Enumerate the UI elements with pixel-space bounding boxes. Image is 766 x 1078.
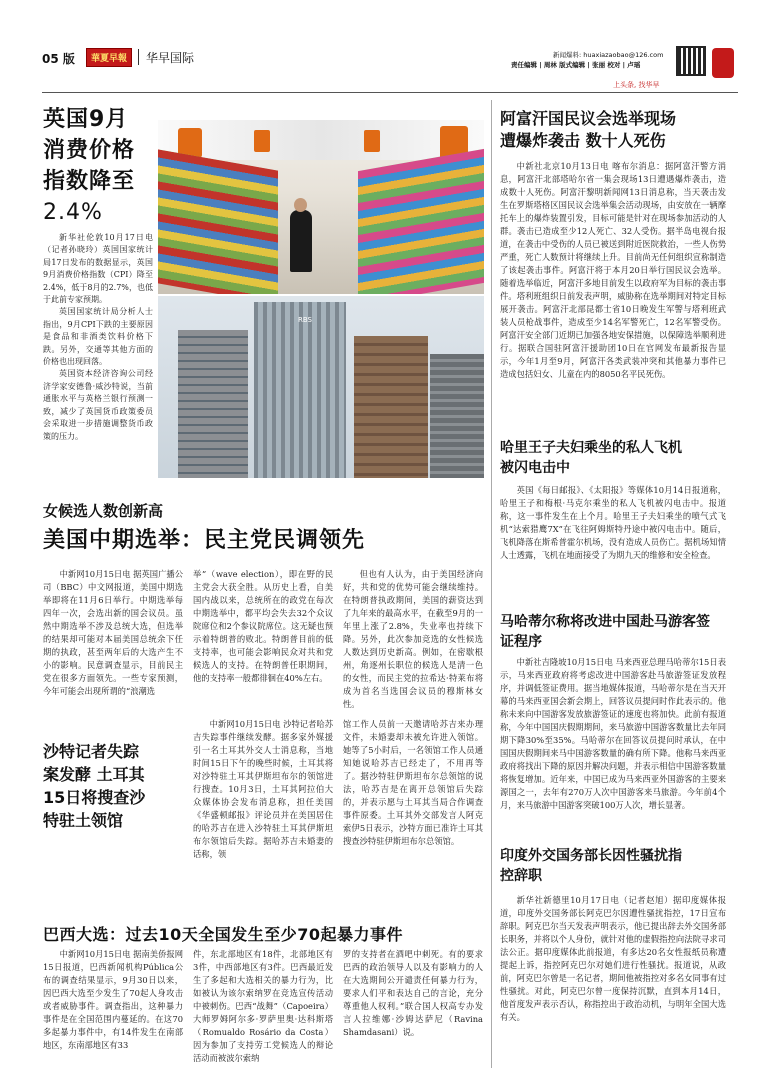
slogan: 上头条, 找华早 (613, 81, 660, 89)
malaysia-headline-line: 证程序 (500, 634, 542, 650)
india-body: 新华社新德里10月17日电（记者赵旭）据印度媒体报道，印度外交国务部长阿克巴尔因遭性骚扰指控，17日宣布辞职。阿克巴尔当天发表声明表示，他已提出辞去外交国务部长职务，并将以个人身份，就针对他的虚假指控向法院寻求司法公正。据印度媒体此前报道，有多达20名女性报纸员称遭提起上诉，指控阿克巴尔对她们进行性骚扰。报道说，从政前，阿克巴尔曾是一名记者，期间他被指控对多名女同事有过性骚扰。对此，阿克巴尔曾一度保持沉默，直到本月14日，他首度发声表示否认，称指控出于政治动机，与明年全国大选有关。 (500, 895, 726, 1022)
cpi-headline-line: 指数降至 (43, 169, 136, 194)
khashoggi-headline-line: 特驻土领馆 (43, 811, 124, 830)
column-divider (491, 100, 492, 1068)
afghan-headline-line: 遭爆炸袭击 数十人死伤 (500, 131, 666, 150)
harry-headline-line: 哈里王子夫妇乘坐的私人飞机 (500, 440, 682, 456)
harry-body: 英国《每日邮报》、《太阳报》等媒体10月14日报道称，哈里王子和梅根·马克尔乘坐的私人飞机被闪电击中。报道称，这一事件发生在上个月。哈里王子夫妇乘坐的喷气式飞机“达索猎鹰7X”在飞往阿姆斯特丹途中被闪电击中。随后，飞机降落在斯希普霍尔机场，没有造成人员伤亡。据机场知情人士透露，飞机在地面接受了为期九天的维修和安全检查。 (500, 485, 726, 560)
harry-headline-line: 被闪电击中 (500, 460, 570, 476)
cpi-headline-number: 2.4% (43, 200, 103, 225)
malaysia-headline-line: 马哈蒂尔称将改进中国赴马游客签 (500, 614, 710, 630)
india-headline-line: 控辞职 (500, 868, 542, 884)
cpi-body (43, 232, 153, 443)
cpi-headline-line: 英国9月 (43, 107, 129, 132)
khashoggi-headline (43, 740, 193, 832)
midterm-headline: 美国中期选举：民主党民调领先 (43, 528, 366, 553)
khashoggi-headline-line: 案发酵 土耳其 (43, 765, 145, 784)
malaysia-body: 中新社吉隆坡10月15日电 马来西亚总理马哈蒂尔15日表示，马来西亚政府将考虑改进中国游客赴马旅游签证发放程序，并调低签证费用。据当地媒体报道，马哈蒂尔是在当天开幕的马来西亚国会新会期上，回答议员提问时作此表示的。他称未来向中国游客发放旅游签证的速度也将加快。此前有报道称，今年中国国庆假期期间，来马旅游中国游客数量比去年同期下降30%至35%。马哈蒂尔在回答议员提问时承认，在中国国庆假期间来马中国游客数量的确有所下降。他称马来西亚政府将找出下降的原因并解决问题，并表示相信中国游客数量将恢复增加。近年来，中国已成为马来西亚外国游客的主要来源国之一，去年有270万人次中国游客来马旅游。今年前4个月，来马旅游中国游客突破100万人次，增长显著。 (500, 657, 726, 810)
cpi-paragraph: 新华社伦敦10月17日电（记者孙晓玲）英国国家统计局17日发布的数据显示，英国9月消费价格指数（CPI）降至2.4%，低于8月的2.7%，也低于此前专家预期。 (43, 233, 153, 305)
afghan-headline-line: 阿富汗国民议会选举现场 (500, 109, 677, 128)
supermarket-photo (158, 120, 484, 294)
malaysia-headline (500, 612, 740, 652)
midterm-kicker: 女候选人数创新高 (43, 502, 164, 520)
page-number: 05 版 (42, 52, 75, 66)
mascot-icon (712, 48, 734, 78)
cpi-paragraph: 英国资本经济咨询公司经济学家安德鲁·威沙特说，当前通胀水平与英格兰银行预测一致，减少了英国货币政策委员会采取进一步措施调整货币政策的压力。 (43, 369, 153, 441)
section-divider (138, 49, 139, 65)
midterm-col1: 中新网10月15日电 据英国广播公司（BBC）中文网报道，美国中期选举即将在11月6日举行。中期选举每四年一次，会选出新的国会议员。虽然中期选举不涉及总统大选，但选举的结果却可能对本届美国总统余下任期的执政，甚至两年后的大选产生不小的影响。民意调查显示，目前民主党在很多方面领先。一些专家预测，今年可能会出现所谓的“浪潮选 (43, 569, 183, 696)
cpi-paragraph: 英国国家统计局分析人士指出，9月CPI下跌的主要原因是食品和非酒类饮料价格下跌。另外，交通等其他方面的价格也出现回落。 (43, 307, 153, 367)
khashoggi-col1: 中新网10月15日电 沙特记者哈苏吉失踪事件继续发酵。据多家外媒援引一名土耳其外交人士消息称，当地时间15日下午的晚些时候，土耳其将对沙特驻土耳其伊斯坦布尔的领馆进行搜查。10月3日，土耳其阿拉伯大众媒体协会发布消息称，担任美国《华盛顿邮报》评论员并在美国居住的哈苏吉在进入沙特驻土耳其伊斯坦布尔领馆后失踪。据哈苏吉未婚妻的话称，领 (193, 719, 333, 859)
afghan-headline (500, 108, 740, 152)
section-name: 华早国际 (146, 51, 195, 65)
midterm-col3: 但也有人认为，由于美国经济向好，共和党的优势可能会继续维持。在特朗普执政期间，美国的薪资达到了九年来的最高水平，在截至9月的一年里上涨了2.8%，失业率也持续下降。另外，此次参加竞选的女性候选人数达到历史新高。例如，在密歇根州，角逐州长职位的候选人是清一色的女性，而民主党的拉希达·特莱布将成为首名当选国会议员的穆斯林女性。 (343, 569, 483, 708)
brazil-headline: 巴西大选：过去10天全国发生至少70起暴力事件 (43, 925, 404, 944)
khashoggi-col2: 馆工作人员前一天邀请哈苏吉来办理文件，未婚妻却未被允许进入领馆。她等了5小时后，一名领馆工作人员通知她说哈苏吉已经走了，不用再等了。据沙特驻伊斯坦布尔总领馆的说法，哈苏吉是在离开总领馆后失踪的，并表示愿与土耳其当局合作调查事件原委。土耳其外交部发言人阿克索伊5日表示，沙特方面已准许土耳其搜查沙特驻伊斯坦布尔总领馆。 (343, 719, 483, 846)
india-headline (500, 846, 740, 886)
india-headline-line: 印度外交国务部长因性骚扰指 (500, 848, 682, 864)
header-rule (42, 92, 738, 93)
cpi-headline-line: 消费价格 (43, 138, 136, 163)
contact-line: 新闻爆料: huaxiazaobao@126.com (553, 51, 664, 59)
midterm-col2: 举”（wave election），即在野的民主党会大获全胜。从历史上看，自美国内战以来，总统所在的政党在每次中期选举中，都平均会失去32个众议院席位和2个参议院席位。这无疑也预示着特朗普的败北。特朗普目前的低支持率，也可能会影响民众对共和党候选人的支持。在特朗普任职期间，他的支持率一般都徘徊在40%左右。 (193, 569, 333, 683)
khashoggi-headline-line: 沙特记者失踪 (43, 742, 140, 761)
editors-line: 责任编辑 | 周林 版式编辑 | 张丽 校对 | 卢瑶 (511, 61, 641, 69)
afghan-body: 中新社北京10月13日电 喀布尔消息：据阿富汗警方消息，阿富汗北部塔哈尔省一集会现场13日遭遇爆炸袭击，造成数十人死伤。阿富汗黎明新闻网13日消息称，当天袭击发生在罗斯塔格区国民议会选举集会活动现场，由安放在一辆摩托车上的爆炸装置引发，目标可能是针对在现场参加活动的人群。袭击已造成至少12人死亡、32人受伤。据半岛电视台报道，在袭击中受伤的人员已被送到附近医院救治，一些人伤势严重，死亡人数预计将继续上升。目前尚无任何组织宣称制造了该起袭击事件。阿富汗将于本月20日举行国民议会选举。随着选举临近，阿富汗多地目前发生以政府军为目标的袭击事件。塔利班组织日前发表声明，威胁称在选举期间对特定目标展开袭击。阿富汗北部昆都士省10日晚发生军警与塔利班武装人员枪战事件，造成至少14名军警死亡，12名军警受伤。阿富汗安全部门近期已加强各地安保措施，以保障选举顺利进行。据联合国驻阿富汗援助团10日在官网发布最新报告显示，今年1月至9月，阿富汗各类武装冲突和其他暴力事件已造成包括妇女、儿童在内的8050名平民死伤。 (500, 161, 726, 379)
brazil-col3: 罗的支持者在酒吧中刺死。有的要求巴西的政治领导人以及有影响力的人在大选期间公开谴责任何暴力行为，要求人们平和表达自己的言论，充分尊重他人权利。”联合国人权高专办发言人拉维娜·沙姆达萨尼（Ravina Shamdasani）说。 (343, 949, 483, 1037)
newspaper-logo: 華夏早報 (86, 48, 132, 67)
page-header (28, 44, 738, 92)
brazil-col1: 中新网10月15日电 据南美侨报网15日报道，巴西新闻机构Pública公布的调查结果显示，9月30日以来，因巴西大选至少发生了70起人身攻击或者威胁事件。调查指出，这种暴力事件是在全国范围内蔓延的。在这70多起暴力事件中，有14件发生在南部地区，东南部地区有33 (43, 949, 183, 1050)
qr-code-icon (676, 46, 706, 76)
brazil-col2: 件，东北部地区有18件，北部地区有3件，中西部地区有3件。巴西最近发生了多起和大选相关的暴力行为，比如被认为该尔索纳罗在竞选宣传活动中被刺伤。巴西“战舞”（Capoeira）大师罗姆阿尔多·罗萨里奥·达科斯塔（Romualdo Rosário da Costa）因为参加了支持劳工党候选人的辩论活动而被波尔索纳 (193, 949, 333, 1063)
harry-headline (500, 438, 740, 478)
cpi-headline (43, 104, 153, 228)
city-buildings-photo: RBS (158, 296, 484, 478)
khashoggi-headline-line: 15日将搜查沙 (43, 788, 146, 807)
